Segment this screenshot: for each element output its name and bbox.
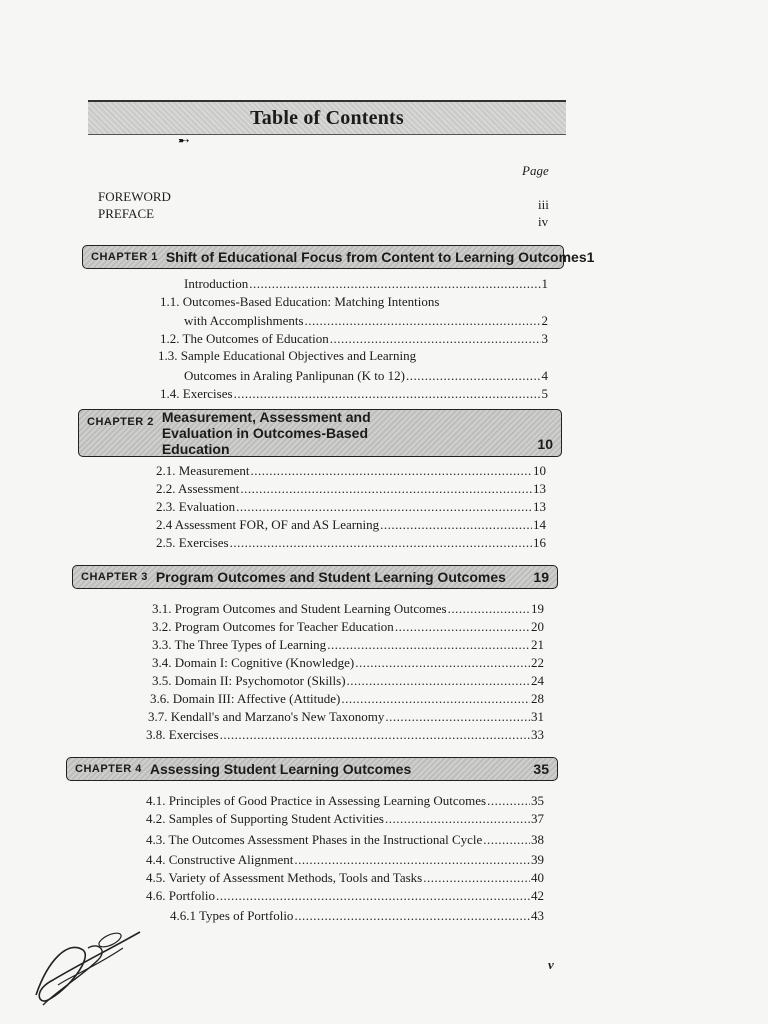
entry-page: 38 xyxy=(531,832,544,847)
entry-page: 10 xyxy=(533,463,546,478)
page-column-heading: Page xyxy=(522,163,549,178)
entry-text: 1.3. Sample Educational Objectives and Learning xyxy=(158,348,417,363)
chapter-label: CHAPTER 1 xyxy=(91,251,158,263)
chapter-2-banner xyxy=(78,409,562,457)
entry-text: 2.2. Assessment xyxy=(156,481,240,496)
entry-text: 4.3. The Outcomes Assessment Phases in the Instructional Cycle xyxy=(146,832,483,847)
toc-entry xyxy=(148,708,544,725)
entry-text: 2.5. Exercises xyxy=(156,535,229,550)
entry-page: 5 xyxy=(541,386,548,401)
entry-text: 1.2. The Outcomes of Education xyxy=(160,331,329,346)
toc-entry xyxy=(146,792,544,809)
toc-entry xyxy=(184,312,548,329)
entry-page: 19 xyxy=(531,601,544,616)
page-number: v xyxy=(548,957,554,972)
toc-entry xyxy=(170,907,544,924)
toc-entry xyxy=(146,831,544,848)
entry-page: 1 xyxy=(541,276,548,291)
toc-entry xyxy=(160,330,548,347)
entry-text: 2.4 Assessment FOR, OF and AS Learning xyxy=(156,517,380,532)
entry-text: 3.1. Program Outcomes and Student Learning Outcomes xyxy=(152,601,447,616)
title-banner xyxy=(88,100,566,135)
toc-entry xyxy=(152,636,544,653)
toc-entry xyxy=(160,385,548,402)
entry-page: 35 xyxy=(531,793,544,808)
toc-entry xyxy=(156,480,546,497)
entry-text: 3.5. Domain II: Psychomotor (Skills) xyxy=(152,673,346,688)
toc-entry xyxy=(156,516,546,533)
entry-page: 13 xyxy=(533,499,546,514)
chapter-3-banner xyxy=(72,565,558,589)
toc-entry xyxy=(152,672,544,689)
handwritten-signature-icon xyxy=(28,920,148,1010)
entry-page: 33 xyxy=(531,727,544,742)
toc-entry xyxy=(150,690,544,707)
entry-text: with Accomplishments xyxy=(184,313,304,328)
front-matter-label: PREFACE xyxy=(98,206,155,221)
entry-page: 40 xyxy=(531,870,544,885)
entry-text: 4.6.1 Types of Portfolio xyxy=(170,908,294,923)
toc-entry xyxy=(156,498,546,515)
toc-entry xyxy=(146,851,544,868)
entry-text: 3.3. The Three Types of Learning xyxy=(152,637,327,652)
entry-text: 4.5. Variety of Assessment Methods, Tools and Tasks xyxy=(146,870,423,885)
toc-entry xyxy=(152,654,544,671)
chapter-label: CHAPTER 4 xyxy=(75,763,142,775)
chapter-page: 35 xyxy=(533,761,549,777)
toc-entry xyxy=(156,462,546,479)
entry-page: 43 xyxy=(531,908,544,923)
entry-text: Outcomes in Araling Panlipunan (K to 12) xyxy=(184,368,405,383)
entry-text: 3.7. Kendall's and Marzano's New Taxonomy xyxy=(148,709,385,724)
front-matter-page: iv xyxy=(538,214,549,229)
toc-entry xyxy=(146,869,544,886)
entry-text: 3.4. Domain I: Cognitive (Knowledge) xyxy=(152,655,355,670)
entry-page: 39 xyxy=(531,852,544,867)
chapter-title: Shift of Educational Focus from Content to Learning Outcomes xyxy=(165,249,587,265)
entry-page: 21 xyxy=(531,637,544,652)
chapter-page: 19 xyxy=(533,569,549,585)
entry-text: 3.8. Exercises xyxy=(146,727,219,742)
entry-text: 2.1. Measurement xyxy=(156,463,250,478)
entry-text: 4.6. Portfolio xyxy=(146,888,215,903)
toc-entry xyxy=(146,887,544,904)
front-matter-label: FOREWORD xyxy=(98,189,171,204)
entry-text: Introduction xyxy=(184,276,249,291)
chapter-page: 1 xyxy=(586,249,595,265)
toc-entry xyxy=(152,618,544,635)
chapter-title: Measurement, Assessment and Evaluation in Outcomes-Based Education xyxy=(161,409,371,457)
chapter-title: Program Outcomes and Student Learning Outcomes xyxy=(155,569,506,585)
entry-page: 24 xyxy=(531,673,544,688)
chapter-4-banner xyxy=(66,757,558,781)
entry-text: 1.1. Outcomes-Based Education: Matching Intentions xyxy=(160,294,440,309)
entry-text: 3.2. Program Outcomes for Teacher Education xyxy=(152,619,394,634)
toc-entry xyxy=(146,726,544,743)
entry-page: 3 xyxy=(541,331,548,346)
entry-text: 2.3. Evaluation xyxy=(156,499,236,514)
entry-page: 20 xyxy=(531,619,544,634)
entry-text: 4.1. Principles of Good Practice in Assessing Learning Outcomes xyxy=(146,793,487,808)
chapter-page: 10 xyxy=(537,436,553,452)
entry-page: 42 xyxy=(531,888,544,903)
entry-page: 37 xyxy=(531,811,544,826)
toc-entry xyxy=(156,534,546,551)
toc-entry xyxy=(184,367,548,384)
chapter-label: CHAPTER 3 xyxy=(81,571,148,583)
entry-page: 4 xyxy=(541,368,548,383)
chapter-label: CHAPTER 2 xyxy=(87,416,154,428)
entry-page: 28 xyxy=(531,691,544,706)
entry-page: 16 xyxy=(533,535,546,550)
toc-entry xyxy=(184,275,548,292)
entry-page: 13 xyxy=(533,481,546,496)
entry-page: 22 xyxy=(531,655,544,670)
stray-mark-icon: ➸ xyxy=(178,134,190,149)
front-matter-page: iii xyxy=(538,197,549,212)
entry-page: 2 xyxy=(541,313,548,328)
chapter-1-banner xyxy=(82,245,595,269)
entry-text: 1.4. Exercises xyxy=(160,386,233,401)
entry-page: 14 xyxy=(533,517,546,532)
chapter-title: Assessing Student Learning Outcomes xyxy=(149,761,412,777)
entry-page: 31 xyxy=(531,709,544,724)
entry-text: 3.6. Domain III: Affective (Attitude) xyxy=(150,691,341,706)
toc-entry xyxy=(152,600,544,617)
page-title: Table of Contents xyxy=(250,106,404,129)
toc-entry xyxy=(146,810,544,827)
entry-text: 4.2. Samples of Supporting Student Activities xyxy=(146,811,384,826)
entry-text: 4.4. Constructive Alignment xyxy=(146,852,294,867)
